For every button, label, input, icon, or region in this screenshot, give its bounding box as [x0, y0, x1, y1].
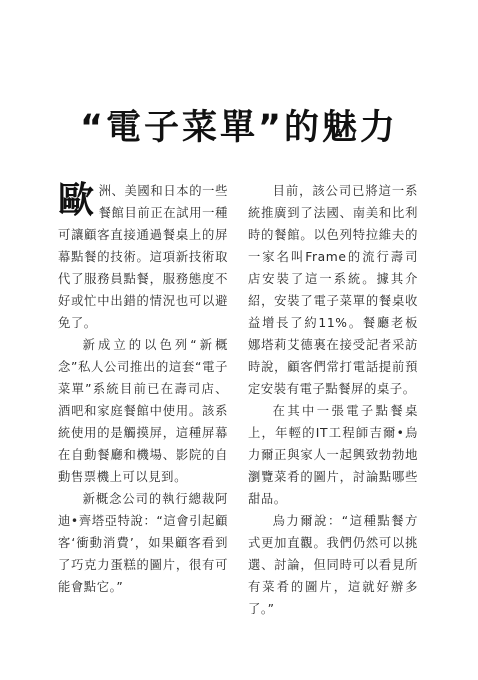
- paragraph-1-text: 洲、美國和日本的一些餐館目前正在試用一種可讓顧客直接通過餐桌上的屏幕點餐的技術。這項新技術取代了服務員點餐，服務態度不好或忙中出錯的情況也可以避免了。: [58, 184, 228, 330]
- article-title: “電子菜單”的魅力: [79, 108, 398, 148]
- right-column: [248, 180, 418, 620]
- paragraph-6: 烏力爾說：“這種點餐方式更加直觀。我們仍然可以挑選、討論，但同時可以看見所有菜肴的圖片，這就好辦多了。”: [248, 514, 418, 616]
- paragraph-3: 新概念公司的執行總裁阿迪•齊塔亞特說：“這會引起顧客‘衝動消費’，如果顧客看到了巧克力蛋糕的圖片，很有可能會點它。”: [58, 492, 228, 594]
- paragraph-4: 目前，該公司已將這一系統推廣到了法國、南美和比利時的餐館。以色列特拉維夫的一家名叫Frame的流行壽司店安裝了這一系統。據其介紹，安裝了電子菜單的餐桌收益增長了約11%。餐廳老板娜塔莉艾德裏在接受記者采訪時說，顧客們常打電話提前預定安裝有電子點餐屏的桌子。: [248, 184, 418, 396]
- paragraph-1: [58, 180, 228, 334]
- drop-cap: 歐: [58, 180, 95, 221]
- left-column: [58, 180, 228, 598]
- paragraph-2: 新成立的以色列“新概念”私人公司推出的這套“電子菜單”系統目前已在壽司店、酒吧和家庭餐館中使用。該系統使用的是觸摸屏，這種屏幕在自動餐廳和機場、影院的自動售票機上可以見到。: [58, 338, 228, 484]
- paragraph-5: 在其中一張電子點餐桌上，年輕的IT工程師吉爾•烏力爾正與家人一起興致勃勃地瀏覽菜肴的圖片，討論點哪些甜品。: [248, 404, 418, 506]
